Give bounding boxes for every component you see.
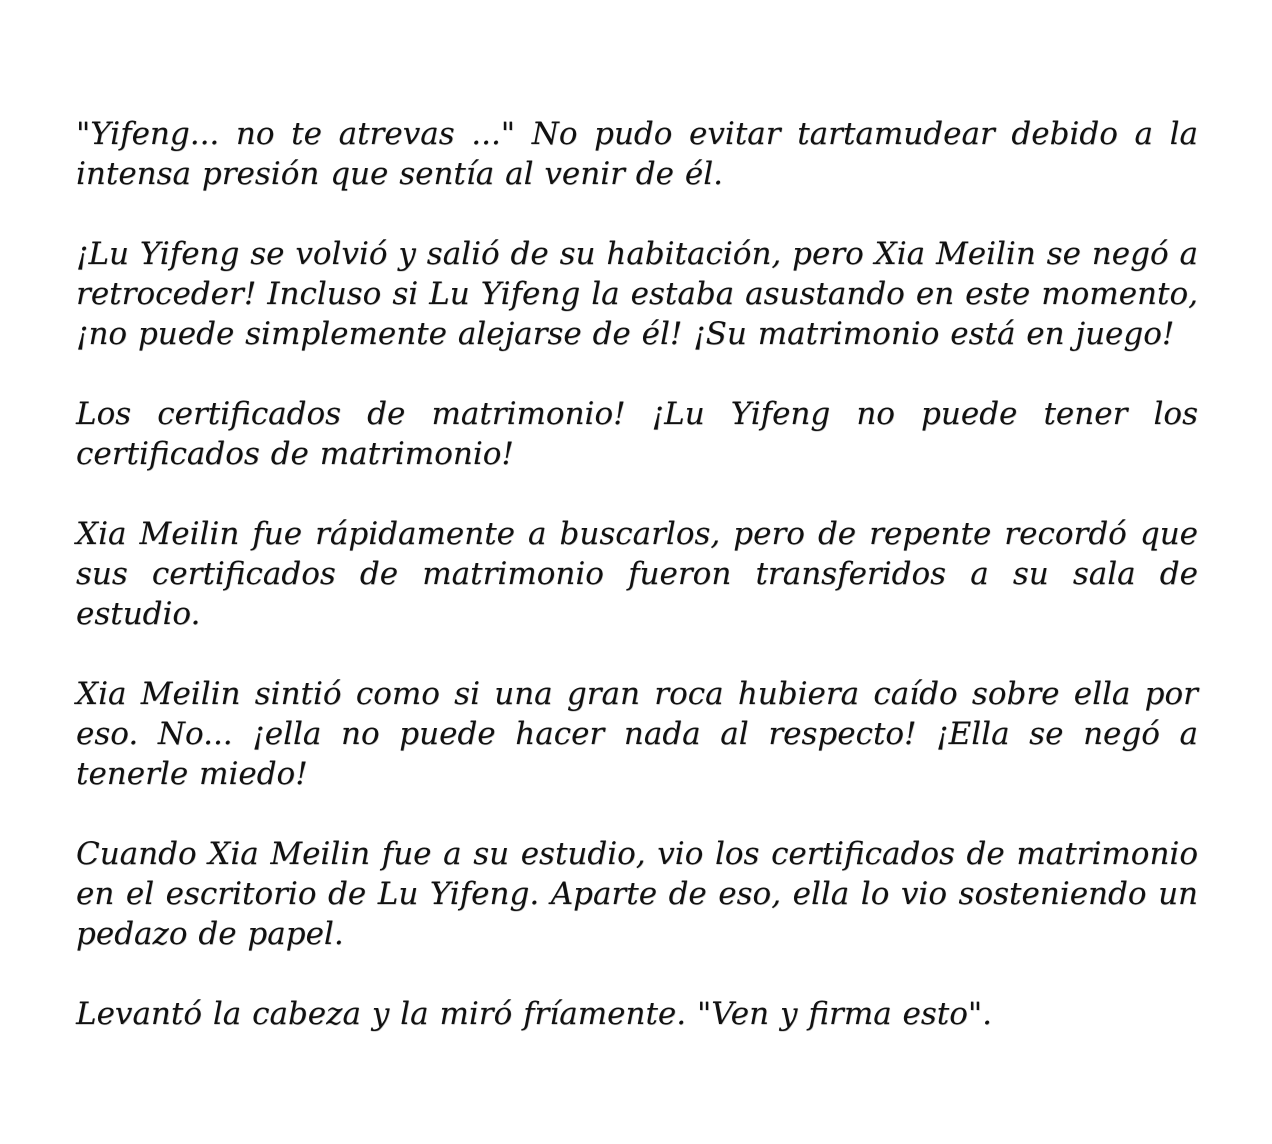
paragraph-4: Xia Meilin fue rápidamente a buscarlos, pero de repente recordó que sus certificados de matrimonio fueron transferidos a su sala de estudio. [76,516,1198,632]
story-text [76,114,1198,1074]
paragraph-7: Levantó la cabeza y la miró fríamente. "Ven y firma esto". [76,996,993,1032]
paragraph-3: Los certificados de matrimonio! ¡Lu Yifeng no puede tener los certificados de matrimonio! [76,396,1198,472]
paragraph-5: Xia Meilin sintió como si una gran roca hubiera caído sobre ella por eso. No... ¡ella no puede hacer nada al respecto! ¡Ella se negó a tenerle miedo! [76,676,1198,792]
paragraph-6: Cuando Xia Meilin fue a su estudio, vio los certificados de matrimonio en el escritorio de Lu Yifeng. Aparte de eso, ella lo vio sosteniendo un pedazo de papel. [76,836,1198,952]
paragraph-2: ¡Lu Yifeng se volvió y salió de su habitación, pero Xia Meilin se negó a retroceder! Incluso si Lu Yifeng la estaba asustando en este momento, ¡no puede simplemente alejarse de él! ¡Su matrimonio está en juego! [76,236,1198,352]
paragraph-1: "Yifeng... no te atrevas ..." No pudo evitar tartamudear debido a la intensa presión que sentía al venir de él. [76,116,1198,192]
